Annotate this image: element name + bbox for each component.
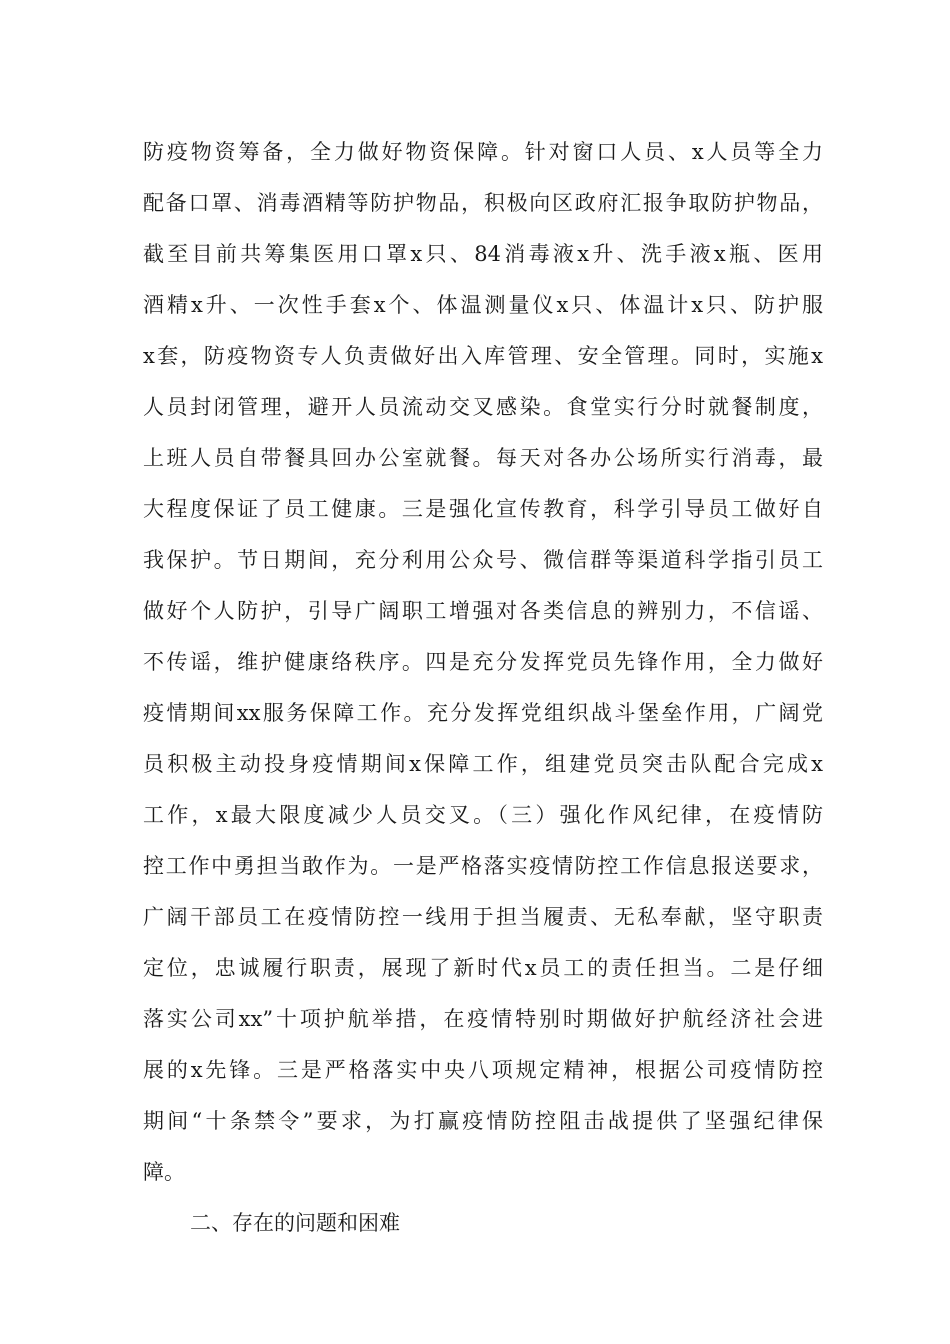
paragraph-line: 配备口罩、消毒酒精等防护物品，积极向区政府汇报争取防护物品，: [143, 191, 823, 215]
paragraph-line: x套，防疫物资专人负责做好出入库管理、安全管理。同时，实施x: [143, 344, 823, 368]
paragraph-line: 酒精x升、一次性手套x个、体温测量仪x只、体温计x只、防护服: [143, 293, 823, 317]
paragraph-line: 上班人员自带餐具回办公室就餐。每天对各办公场所实行消毒，最: [143, 446, 823, 470]
paragraph-line: 展的x先锋。三是严格落实中央八项规定精神，根据公司疫情防控: [143, 1058, 823, 1082]
paragraph-line: 员积极主动投身疫情期间x保障工作，组建党员突击队配合完成x: [143, 752, 823, 776]
paragraph-line: 障。: [143, 1160, 185, 1184]
paragraph-line: 大程度保证了员工健康。三是强化宣传教育，科学引导员工做好自: [143, 497, 823, 521]
paragraph-line: 落实公司xx”十项护航举措，在疫情特别时期做好护航经济社会进: [143, 1007, 823, 1031]
paragraph-line: 人员封闭管理，避开人员流动交叉感染。食堂实行分时就餐制度，: [143, 395, 823, 419]
paragraph-line: 做好个人防护，引导广阔职工增强对各类信息的辨别力，不信谣、: [143, 599, 823, 623]
paragraph-line: 期间“十条禁令”要求，为打赢疫情防控阻击战提供了坚强纪律保: [143, 1109, 823, 1133]
section-heading: 二、存在的问题和困难: [190, 1211, 400, 1235]
paragraph-line: 截至目前共筹集医用口罩x只、84消毒液x升、洗手液x瓶、医用: [143, 242, 823, 266]
paragraph-line: 疫情期间xx服务保障工作。充分发挥党组织战斗堡垒作用，广阔党: [143, 701, 823, 725]
paragraph-line: 控工作中勇担当敢作为。一是严格落实疫情防控工作信息报送要求，: [143, 854, 823, 878]
paragraph-line: 防疫物资筹备，全力做好物资保障。针对窗口人员、x人员等全力: [143, 140, 823, 164]
paragraph-line: 不传谣，维护健康络秩序。四是充分发挥党员先锋作用，全力做好: [143, 650, 823, 674]
paragraph-line: 工作，x最大限度减少人员交叉。（三）强化作风纪律，在疫情防: [143, 803, 823, 827]
paragraph-line: 广阔干部员工在疫情防控一线用于担当履责、无私奉献，坚守职责: [143, 905, 823, 929]
paragraph-line: 定位，忠诚履行职责，展现了新时代x员工的责任担当。二是仔细: [143, 956, 823, 980]
paragraph-line: 我保护。节日期间，充分利用公众号、微信群等渠道科学指引员工: [143, 548, 823, 572]
